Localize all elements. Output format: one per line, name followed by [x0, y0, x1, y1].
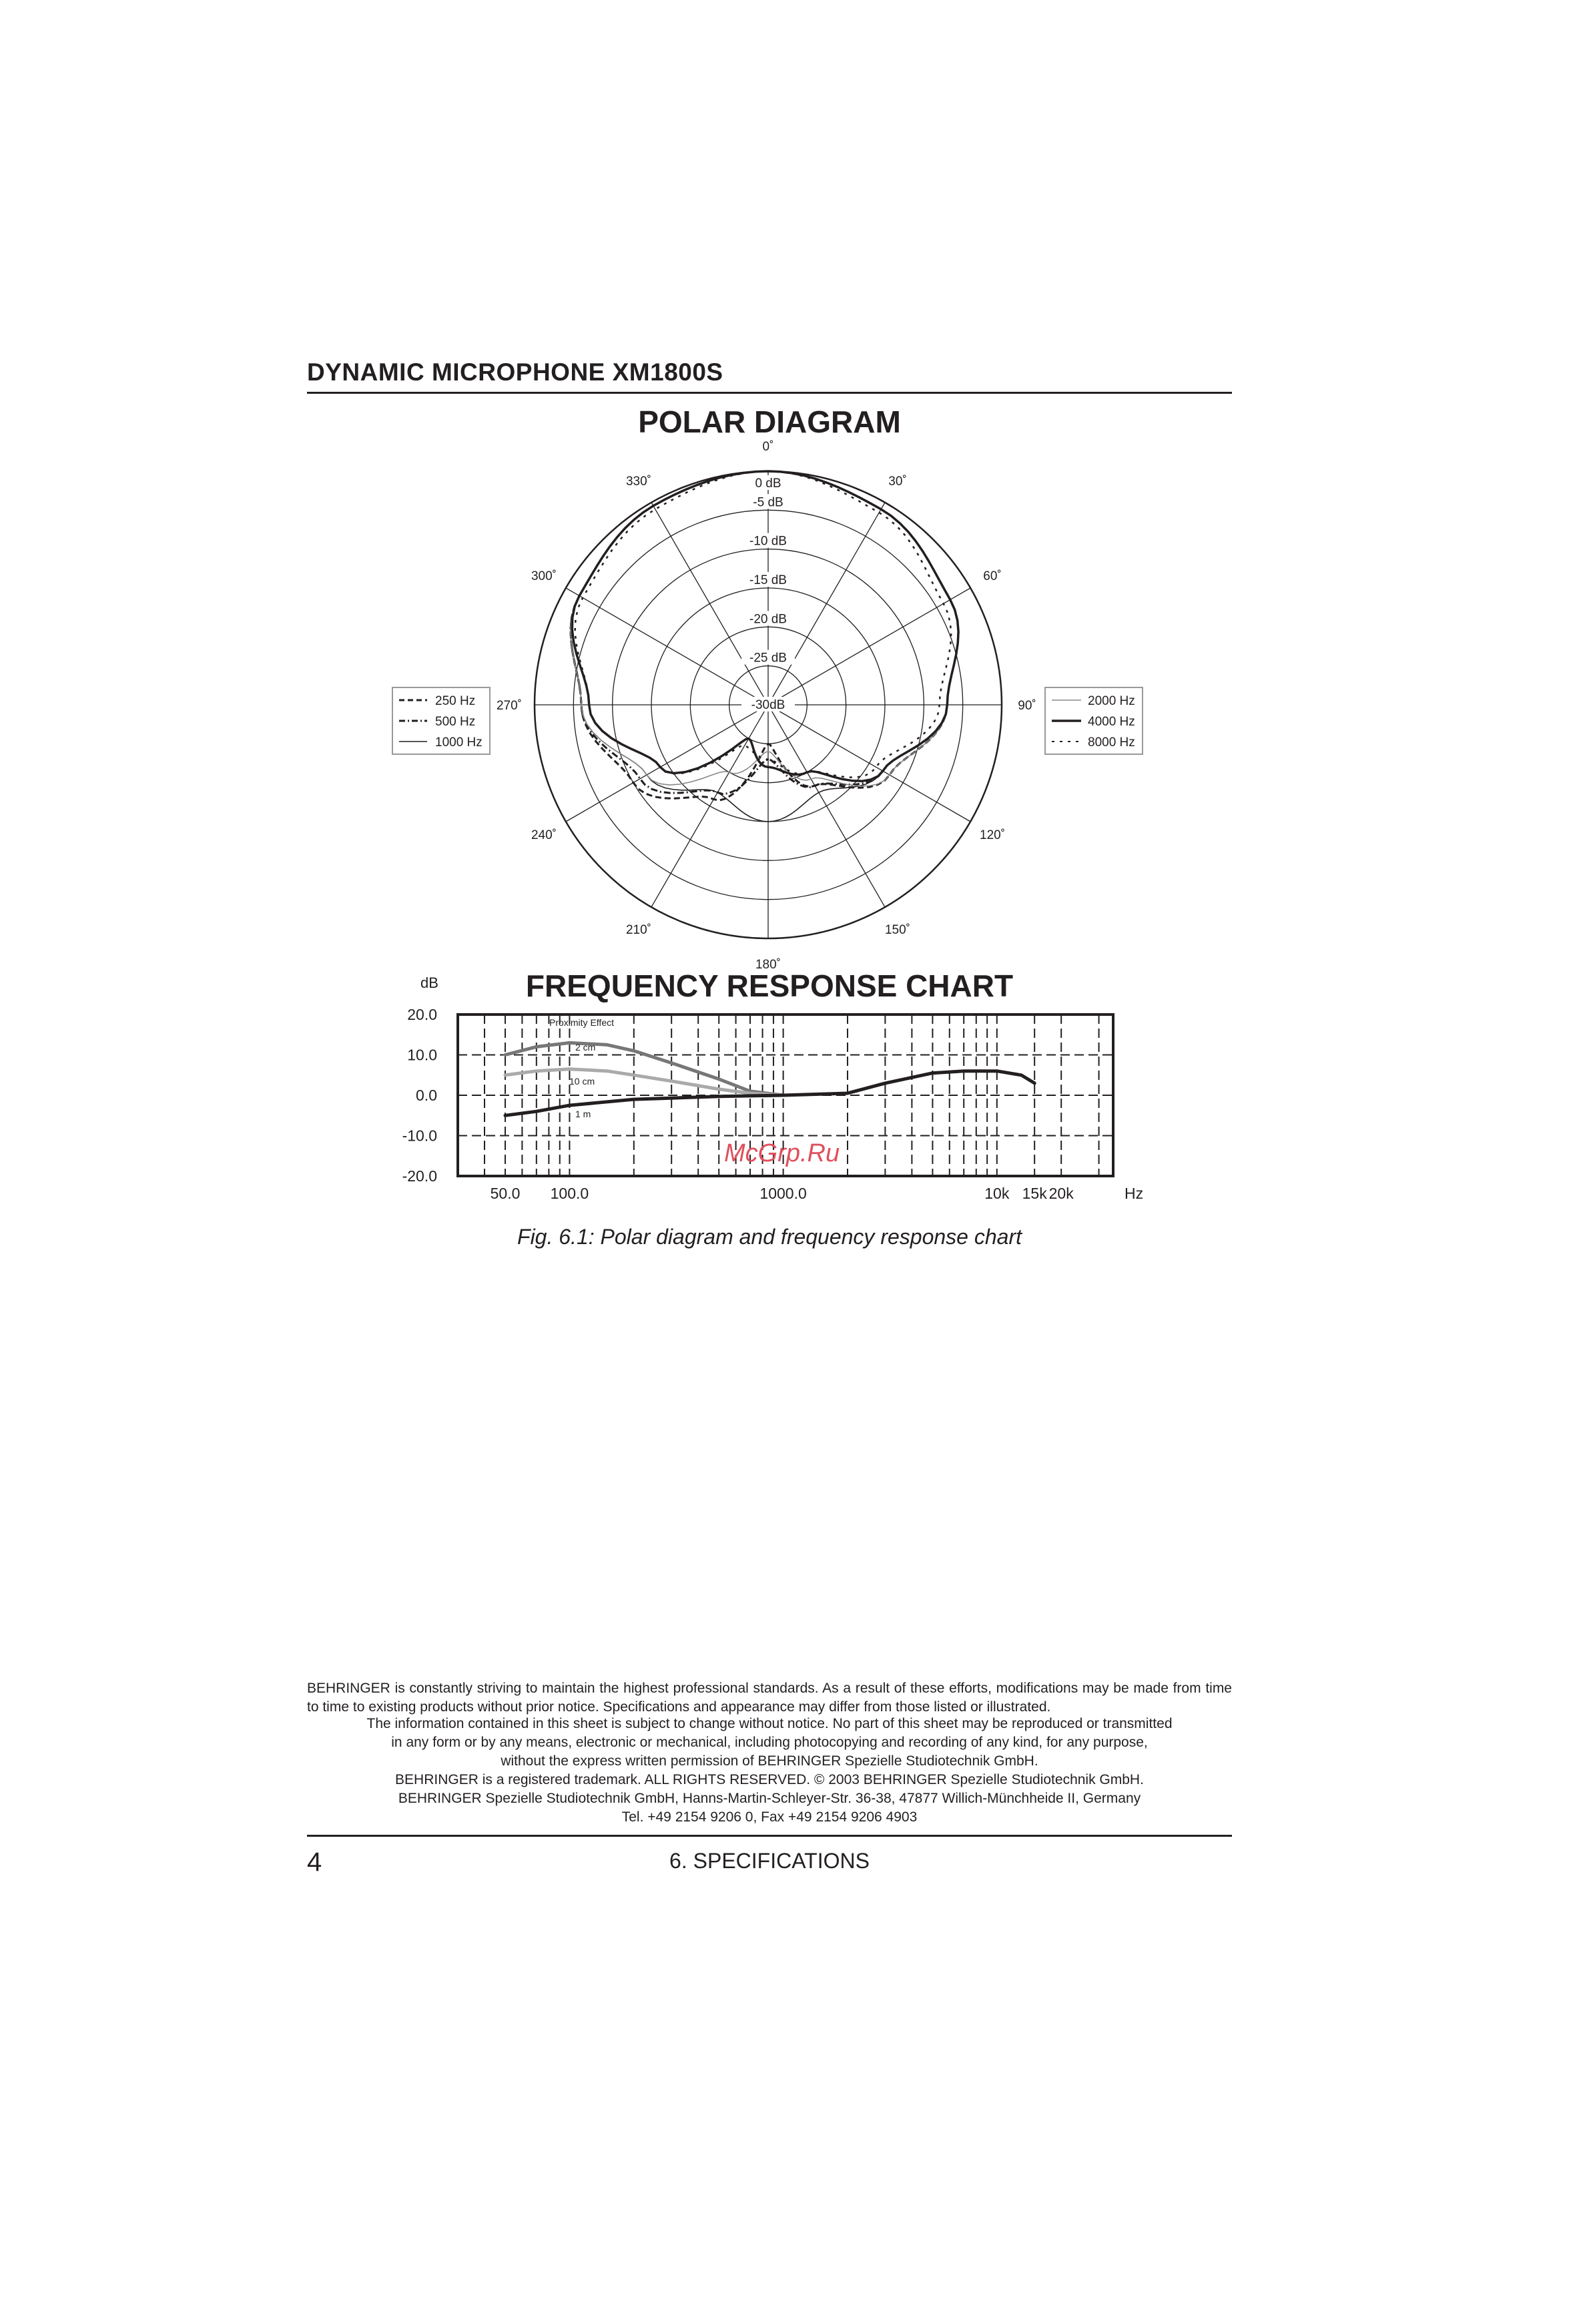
fr-x-tick: 20k: [1048, 1185, 1074, 1202]
curve-label-2cm: 2 cm: [575, 1042, 596, 1053]
fr-x-tick: 10k: [984, 1185, 1010, 1202]
legend-label-250hz: 250 Hz: [435, 694, 476, 708]
polar-angle-label: 60˚: [983, 569, 1002, 583]
polar-spoke: [768, 705, 970, 822]
page-number: 4: [307, 1847, 322, 1877]
legal-line: Tel. +49 2154 9206 0, Fax +49 2154 9206 4903: [621, 1809, 918, 1825]
polar-spoke: [768, 503, 885, 705]
polar-db-label: -5 dB: [753, 495, 783, 510]
polar-angle-label: 270˚: [496, 699, 523, 713]
fr-y-tick: 20.0: [407, 1006, 437, 1023]
watermark: McGrp.Ru: [724, 1139, 840, 1167]
polar-angle-label: 120˚: [980, 828, 1006, 842]
legal-line: without the express written permission of BEHRINGER Spezielle Studiotechnik GmbH.: [501, 1753, 1038, 1769]
fr-x-tick: 15k: [1022, 1185, 1047, 1202]
curve-label-1m: 1 m: [575, 1109, 591, 1119]
fr-y-tick: 0.0: [416, 1087, 437, 1104]
polar-spoke: [768, 588, 970, 705]
fr-x-tick: 50.0: [490, 1185, 521, 1202]
polar-angle-label: 180˚: [755, 958, 781, 972]
polar-angle-label: 330˚: [625, 474, 652, 489]
legend-right: [1045, 687, 1143, 754]
polar-angle-label: 150˚: [884, 923, 911, 938]
fr-x-tick: 1000.0: [759, 1185, 807, 1202]
polar-spoke: [566, 588, 768, 705]
fr-curve-10cm: [505, 1069, 783, 1095]
polar-db-label: -10 dB: [749, 534, 787, 549]
legend-label-1000hz: 1000 Hz: [435, 736, 483, 750]
frequency-response-chart: [0, 961, 1589, 1215]
polar-angle-label: 240˚: [531, 828, 557, 842]
legal-line: in any form or by any means, electronic or mechanical, including photocopying and recording of any kind, for any purpose,: [391, 1735, 1148, 1750]
polar-angle-label: 30˚: [888, 474, 907, 489]
legal-line: The information contained in this sheet is subject to change without notice. No part of this sheet may be reproduced or transmitted: [366, 1716, 1173, 1731]
polar-curves: [571, 471, 958, 822]
fr-ticks: [402, 1006, 1144, 1202]
legend-label-2000hz: 2000 Hz: [1088, 694, 1135, 708]
fr-x-tick: 100.0: [550, 1185, 589, 1202]
fr-x-unit: Hz: [1125, 1185, 1144, 1202]
polar-db-label: -30dB: [751, 698, 785, 712]
fr-y-tick: -10.0: [402, 1127, 437, 1145]
polar-angle-label: 210˚: [625, 923, 652, 938]
fr-y-tick: 10.0: [407, 1046, 437, 1064]
legend-left: [392, 687, 490, 754]
fr-y-tick: -20.0: [402, 1167, 437, 1185]
frequency-response-title: FREQUENCY RESPONSE CHART: [525, 968, 1014, 1003]
legal-block: [307, 1715, 1232, 1827]
polar-curve-500hz: [571, 471, 958, 794]
polar-db-label: -25 dB: [749, 651, 787, 665]
y-unit-label: dB: [420, 974, 438, 991]
curve-label-10cm: 10 cm: [569, 1076, 595, 1087]
figure-caption: Fig. 6.1: Polar diagram and frequency response chart: [517, 1225, 1022, 1249]
legend-label-500hz: 500 Hz: [435, 715, 476, 729]
polar-db-label: 0 dB: [755, 477, 781, 491]
legend-label-4000hz: 4000 Hz: [1088, 715, 1135, 729]
polar-spoke: [651, 705, 768, 907]
polar-diagram-title: POLAR DIAGRAM: [638, 404, 901, 439]
polar-diagram: [0, 0, 1589, 974]
disclaimer-paragraph: BEHRINGER is constantly striving to maintain the highest professional standards. As a result of these efforts, modifications may be made from time to time to existing products without prior notice. Specifications and appearance may differ from those listed or illustrated.: [307, 1681, 1232, 1715]
polar-labels: [497, 440, 1036, 972]
polar-db-label: -15 dB: [749, 573, 787, 587]
polar-angle-label: 0˚: [762, 440, 774, 454]
document-title: DYNAMIC MICROPHONE XM1800S: [307, 358, 723, 386]
polar-spoke: [651, 503, 768, 705]
polar-spoke: [768, 705, 885, 907]
footer-rule: [307, 1835, 1232, 1837]
legal-line: BEHRINGER Spezielle Studiotechnik GmbH, Hanns-Martin-Schleyer-Str. 36-38, 47877 Willich-Münchheide II, Germany: [398, 1791, 1141, 1806]
polar-angle-label: 90˚: [1018, 699, 1036, 713]
proximity-effect-label: Proximity Effect: [549, 1017, 614, 1028]
legend-label-8000hz: 8000 Hz: [1088, 736, 1135, 750]
polar-db-label: -20 dB: [749, 612, 787, 627]
legal-line: BEHRINGER is a registered trademark. ALL RIGHTS RESERVED. © 2003 BEHRINGER Spezielle Studiotechnik GmbH.: [395, 1772, 1144, 1787]
polar-angle-label: 300˚: [531, 569, 557, 583]
section-name: 6. SPECIFICATIONS: [669, 1849, 870, 1873]
